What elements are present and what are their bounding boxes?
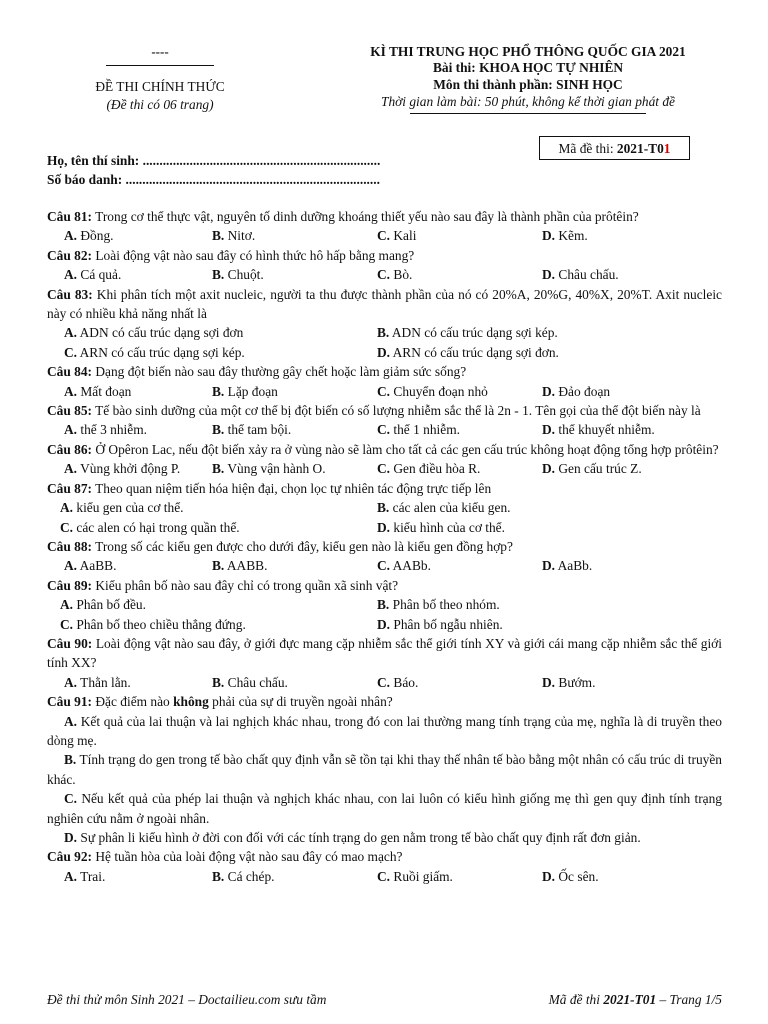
subject-value: KHOA HỌC TỰ NHIÊN xyxy=(479,60,624,75)
option-label: B. xyxy=(212,383,225,399)
answer-option xyxy=(212,867,377,886)
question-number: Câu 87: xyxy=(47,480,93,496)
option-text: các alen có hại trong quần thể. xyxy=(76,519,240,535)
option-text: AABb. xyxy=(392,558,431,574)
option-label: D. xyxy=(542,674,556,690)
option-text: Sự phân li kiểu hình ở đời con đối với các tính trạng do gen nằm trong tế bào chất quy định rất đơn giản. xyxy=(80,830,641,845)
answer-option xyxy=(47,673,212,692)
option-label: A. xyxy=(64,713,78,729)
question-text: Theo quan niệm tiến hóa hiện đại, chọn lọc tự nhiên tác động trực tiếp lên xyxy=(95,480,492,496)
options-row xyxy=(47,226,722,245)
option-label: D. xyxy=(542,228,556,244)
option-text: thể 3 nhiễm. xyxy=(80,422,147,438)
answer-option xyxy=(212,265,377,284)
question-stem xyxy=(47,285,722,324)
option-label: A. xyxy=(60,500,74,516)
option-text: AaBB. xyxy=(79,558,117,574)
option-label: D. xyxy=(542,868,556,884)
question-text: Trong cơ thể thực vật, nguyên tố dinh dưỡng khoáng thiết yếu nào sau đây là thành phần của prôtêin? xyxy=(95,209,639,224)
answer-option xyxy=(47,712,722,751)
question-stem xyxy=(47,401,722,420)
footer-page: – Trang 1/5 xyxy=(656,992,722,1007)
options-row xyxy=(47,459,722,478)
question-text: Tế bào sinh dưỡng của một cơ thể bị đột biến có số lượng nhiễm sắc thể là 2n - 1. Tên gọi của thể đột biến này là xyxy=(95,403,701,419)
option-label: D. xyxy=(542,422,556,438)
answer-option xyxy=(377,382,542,401)
option-text: ADN có cấu trúc dạng sợi kép. xyxy=(391,325,558,341)
option-text: Chuyển đoạn nhỏ xyxy=(393,383,488,399)
footer-left: Đề thi thử môn Sinh 2021 – Doctailieu.com sưu tầm xyxy=(47,992,327,1007)
option-text: các alen của kiểu gen. xyxy=(392,500,511,516)
exam-title: KÌ THI TRUNG HỌC PHỔ THÔNG QUỐC GIA 2021 xyxy=(370,44,686,59)
option-text: Phân bố theo nhóm. xyxy=(392,597,500,613)
exam-code-box xyxy=(539,136,690,160)
answer-option xyxy=(47,828,722,847)
question-text: Loài động vật nào sau đây, ở giới đực mang cặp nhiễm sắc thể giới tính XY và giới cái mang cặp nhiễm sắc thể giới tính XX? xyxy=(47,635,722,671)
answer-option xyxy=(377,595,500,614)
question-text: phải của sự di truyền ngoài nhân? xyxy=(208,694,393,710)
options-row xyxy=(47,265,722,284)
answer-option xyxy=(377,265,542,284)
option-label: B. xyxy=(212,868,225,884)
options-row xyxy=(47,867,722,886)
option-label: B. xyxy=(64,752,77,768)
option-label: C. xyxy=(377,228,391,244)
option-label: A. xyxy=(64,558,78,574)
option-text: kiểu gen của cơ thể. xyxy=(76,500,184,516)
question-number: Câu 82: xyxy=(47,247,93,263)
question xyxy=(47,847,722,886)
option-text: thể tam bội. xyxy=(227,422,292,438)
exam-code-last-digit: 1 xyxy=(663,141,671,156)
answer-option xyxy=(212,226,377,245)
option-label: C. xyxy=(377,267,391,283)
option-label: B. xyxy=(212,422,225,438)
option-text: Gen cấu trúc Z. xyxy=(558,461,642,477)
option-text: kiểu hình của cơ thể. xyxy=(393,519,505,535)
option-text: Tính trạng do gen trong tế bào chất quy định vẫn sẽ tồn tại khi thay thế nhân tế bào bằng một nhân có cấu trúc di truyền khác. xyxy=(47,752,722,787)
question xyxy=(47,576,722,634)
option-text: Báo. xyxy=(393,674,419,690)
option-label: D. xyxy=(377,519,391,535)
option-label: D. xyxy=(542,558,556,574)
option-label: C. xyxy=(377,383,391,399)
answer-option xyxy=(542,265,707,284)
options-row xyxy=(47,343,722,362)
candidate-info xyxy=(47,151,380,189)
option-text: Đảo đoạn xyxy=(558,383,611,399)
option-label: C. xyxy=(377,422,391,438)
question-stem xyxy=(47,576,722,595)
question xyxy=(47,634,722,692)
official-exam-label: ĐỀ THI CHÍNH THỨC xyxy=(95,79,225,94)
option-text: Cá quả. xyxy=(80,267,122,283)
answer-option xyxy=(377,556,542,575)
answer-option xyxy=(47,518,377,537)
question xyxy=(47,285,722,363)
answer-option xyxy=(47,226,212,245)
option-text: Thằn lằn. xyxy=(80,674,131,690)
option-text: Phân bố ngẫu nhiên. xyxy=(393,616,503,632)
question-text: Dạng đột biến nào sau đây thường gây chết hoặc làm giảm sức sống? xyxy=(95,364,467,380)
answer-option xyxy=(47,595,377,614)
question-text: Đặc điểm nào xyxy=(95,694,174,710)
subject-label: Bài thi: xyxy=(432,60,476,75)
question-stem xyxy=(47,440,722,459)
option-text: Chuột. xyxy=(227,267,264,283)
answer-option xyxy=(542,867,707,886)
options-row xyxy=(47,556,722,575)
answer-option xyxy=(212,556,377,575)
option-text: Kết quả của lai thuận và lai nghịch khác nhau, trong đó con lai thường mang tính trạng của mẹ, nghĩa là di truyền theo dòng mẹ. xyxy=(47,713,722,748)
answer-option xyxy=(377,498,510,517)
option-label: D. xyxy=(542,267,556,283)
exam-code-label: Mã đề thi: xyxy=(558,141,614,156)
answer-option xyxy=(377,343,559,362)
option-label: A. xyxy=(64,383,78,399)
answer-option xyxy=(47,265,212,284)
option-text: Kẽm. xyxy=(558,228,588,244)
option-text: AABB. xyxy=(226,558,268,574)
option-label: D. xyxy=(542,461,556,477)
option-label: C. xyxy=(64,791,78,807)
answer-option xyxy=(212,459,377,478)
question-number: Câu 81: xyxy=(47,209,93,224)
option-label: A. xyxy=(64,461,78,477)
answer-option xyxy=(47,420,212,439)
question-stem xyxy=(47,479,722,498)
component-value: SINH HỌC xyxy=(556,76,623,92)
option-label: A. xyxy=(64,228,78,244)
option-label: C. xyxy=(377,558,391,574)
option-text: Vùng vận hành O. xyxy=(227,461,326,477)
candidate-name-line: Họ, tên thí sinh: ....................................................................... xyxy=(47,153,381,168)
component-label: Môn thi thành phần: xyxy=(433,76,553,92)
question-number: Câu 83: xyxy=(47,286,93,302)
header-left xyxy=(60,44,260,114)
option-text: Vùng khởi động P. xyxy=(80,461,181,477)
option-label: B. xyxy=(377,325,390,341)
option-text: ADN có cấu trúc dạng sợi đơn xyxy=(79,325,244,341)
footer-right xyxy=(549,992,722,1008)
answer-option xyxy=(377,226,542,245)
options-row xyxy=(47,595,722,614)
answer-option xyxy=(47,323,377,342)
header-right xyxy=(328,43,728,114)
option-text: Phân bố đều. xyxy=(76,597,146,613)
question xyxy=(47,479,722,537)
options-row xyxy=(47,615,722,634)
option-label: B. xyxy=(377,500,390,516)
option-label: A. xyxy=(64,868,78,884)
question-stem xyxy=(47,246,722,265)
option-label: B. xyxy=(212,228,225,244)
option-label: A. xyxy=(64,267,78,283)
question-number: Câu 84: xyxy=(47,364,93,380)
question-number: Câu 90: xyxy=(47,635,93,651)
answer-option xyxy=(377,867,542,886)
question-stem xyxy=(47,537,722,556)
answer-option xyxy=(542,556,707,575)
answer-option xyxy=(377,518,505,537)
option-text: Ốc sên. xyxy=(558,868,599,884)
option-label: C. xyxy=(377,868,391,884)
option-text: Bò. xyxy=(393,267,413,283)
options-row xyxy=(47,518,722,537)
answer-option xyxy=(542,420,707,439)
option-text: ARN có cấu trúc dạng sợi kép. xyxy=(79,344,245,360)
answer-option xyxy=(542,673,707,692)
answer-option xyxy=(47,382,212,401)
answer-option xyxy=(377,459,542,478)
exam-code-main: 2021-T0 xyxy=(616,141,664,156)
options-row xyxy=(47,323,722,342)
footer-right-pre: Mã đề thi xyxy=(548,992,604,1007)
option-text: Trai. xyxy=(80,868,106,884)
option-text: Mất đoạn xyxy=(80,383,132,399)
header-right-rule xyxy=(410,113,646,114)
question-number: Câu 92: xyxy=(47,849,93,865)
question-text: Trong số các kiểu gen được cho dưới đây, kiểu gen nào là kiểu gen đồng hợp? xyxy=(95,538,513,554)
option-text: Lặp đoạn xyxy=(227,383,278,399)
option-label: C. xyxy=(64,344,78,360)
question xyxy=(47,362,722,401)
option-text: Bướm. xyxy=(558,674,596,690)
footer-code: 2021-T01 xyxy=(603,992,657,1007)
option-label: B. xyxy=(212,461,225,477)
option-label: A. xyxy=(64,325,78,341)
question-number: Câu 86: xyxy=(47,441,93,457)
question-number: Câu 89: xyxy=(47,577,93,593)
answer-option xyxy=(377,673,542,692)
option-text: Châu chấu. xyxy=(558,267,619,283)
answer-option xyxy=(542,226,707,245)
option-label: A. xyxy=(64,422,78,438)
answer-option xyxy=(47,498,377,517)
option-label: D. xyxy=(542,383,556,399)
option-label: C. xyxy=(377,674,391,690)
answer-option xyxy=(47,867,212,886)
answer-option xyxy=(47,343,377,362)
question-stem xyxy=(47,692,722,711)
options-row xyxy=(47,498,722,517)
question-stem xyxy=(47,847,722,866)
option-label: D. xyxy=(377,344,391,360)
option-label: B. xyxy=(377,597,390,613)
options-row xyxy=(47,420,722,439)
answer-option xyxy=(377,615,503,634)
option-text: AaBb. xyxy=(557,558,593,574)
option-label: D. xyxy=(377,616,391,632)
answer-option xyxy=(212,420,377,439)
component-line xyxy=(328,77,728,94)
answer-option xyxy=(377,323,558,342)
answer-option xyxy=(212,382,377,401)
options-row xyxy=(47,382,722,401)
option-label: B. xyxy=(212,558,225,574)
answer-option xyxy=(47,789,722,828)
option-label: A. xyxy=(60,597,74,613)
answer-option xyxy=(47,615,377,634)
question-list xyxy=(47,207,722,886)
question-number: Câu 91: xyxy=(47,694,93,710)
option-text: ARN có cấu trúc dạng sợi đơn. xyxy=(392,344,559,360)
option-text: Châu chấu. xyxy=(227,674,288,690)
question xyxy=(47,692,722,847)
answer-option xyxy=(542,382,707,401)
answer-option xyxy=(47,750,722,789)
candidate-id-line: Số báo danh: ............................................................................ xyxy=(47,172,380,187)
header-left-rule xyxy=(106,65,214,66)
question xyxy=(47,246,722,285)
option-text: Nếu kết quả của phép lai thuận và nghịch khác nhau, con lai luôn có kiểu hình giống mẹ thì gen quy định tính trạng nghiên cứu nằm ở ngoài nhân. xyxy=(47,791,722,826)
question xyxy=(47,537,722,576)
answer-option xyxy=(47,459,212,478)
question-text-emphasis: không xyxy=(173,694,209,710)
exam-code xyxy=(617,141,671,156)
question-number: Câu 88: xyxy=(47,538,93,554)
question-stem xyxy=(47,362,722,381)
question xyxy=(47,401,722,440)
option-text: Kali xyxy=(393,228,417,244)
option-text: Nitơ. xyxy=(227,228,256,244)
question-number: Câu 85: xyxy=(47,403,93,419)
option-text: Cá chép. xyxy=(227,868,275,884)
option-text: Ruồi giấm. xyxy=(393,868,453,884)
question xyxy=(47,207,722,246)
subject-line xyxy=(328,60,728,77)
option-text: Gen điều hòa R. xyxy=(393,461,481,477)
header-dash: ---- xyxy=(151,44,169,59)
question-text: Khi phân tích một axit nucleic, người ta thu được thành phần của nó có 20%A, 20%G, 40%X, 20%T. Axit nucleic này có nhiều khả năng nhất là xyxy=(47,286,722,322)
option-label: D. xyxy=(64,830,78,845)
option-text: Đồng. xyxy=(80,228,114,244)
option-label: A. xyxy=(64,674,78,690)
option-label: B. xyxy=(212,674,225,690)
option-text: thể khuyết nhiễm. xyxy=(558,422,655,438)
options-row xyxy=(47,673,722,692)
answer-option xyxy=(377,420,542,439)
question-text: Hệ tuần hòa của loài động vật nào sau đây có mao mạch? xyxy=(95,849,403,865)
question-text: Loài động vật nào sau đây có hình thức hô hấp bằng mang? xyxy=(95,247,415,263)
question-text: Kiểu phân bố nào sau đây chỉ có trong quần xã sinh vật? xyxy=(95,577,399,593)
question-stem xyxy=(47,207,722,226)
question-stem xyxy=(47,634,722,673)
page-count-note: (Đề thi có 06 trang) xyxy=(106,97,214,112)
option-label: C. xyxy=(377,461,391,477)
question xyxy=(47,440,722,479)
time-note: Thời gian làm bài: 50 phút, không kể thời gian phát đề xyxy=(381,94,675,109)
option-text: Phân bố theo chiều thẳng đứng. xyxy=(76,616,246,632)
option-label: C. xyxy=(60,519,74,535)
option-label: B. xyxy=(212,267,225,283)
answer-option xyxy=(212,673,377,692)
answer-option xyxy=(542,459,707,478)
option-text: thể 1 nhiễm. xyxy=(393,422,460,438)
answer-option xyxy=(47,556,212,575)
option-label: C. xyxy=(60,616,74,632)
question-text: Ở Opêron Lac, nếu đột biến xảy ra ở vùng nào sẽ làm cho tất cả các gen cấu trúc không hoạt động tổng hợp prôtêin? xyxy=(95,441,719,457)
